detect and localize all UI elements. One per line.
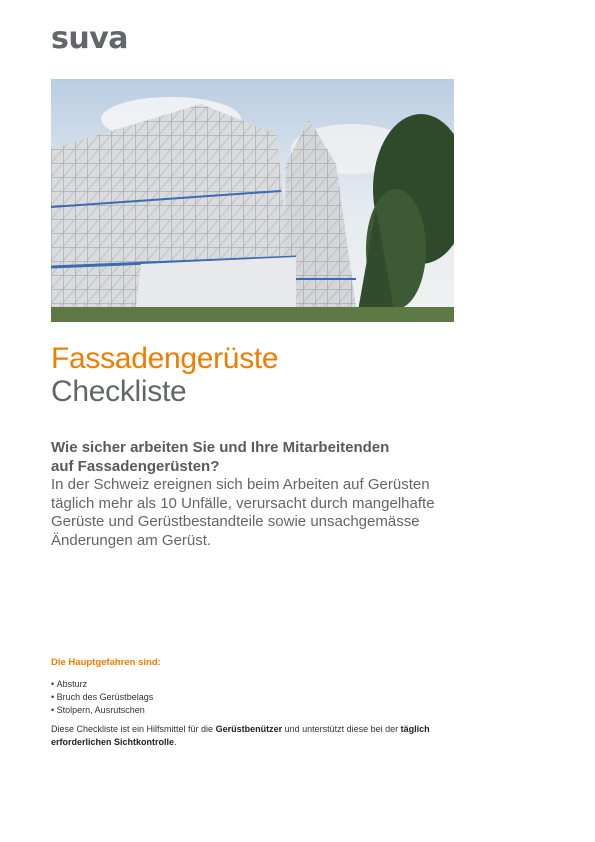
note-text-1: Diese Checkliste ist ein Hilfsmittel für die	[51, 724, 216, 734]
list-item: • Absturz	[51, 678, 153, 691]
scaffolding-church-photo-icon	[51, 79, 454, 322]
note-text-2: und unterstützt diese bei der	[282, 724, 401, 734]
intro-section	[51, 439, 471, 550]
title-line-1: Fassadengerüste	[51, 342, 279, 375]
intro-lead-line-1: Wie sicher arbeiten Sie und Ihre Mitarbeitenden	[51, 439, 390, 456]
checklist-note	[51, 723, 471, 749]
intro-lead	[51, 439, 471, 476]
list-item: • Stolpern, Ausrutschen	[51, 704, 153, 717]
note-bold-2: täglich erforderlichen Sichtkontrolle	[51, 724, 430, 747]
title-line-2: Checkliste	[51, 375, 187, 408]
note-bold-1: Gerüstbenützer	[215, 724, 283, 734]
intro-body: In der Schweiz ereignen sich beim Arbeiten auf Gerüsten täglich mehr als 10 Unfälle, verursacht durch mangelhafte Gerüste und Gerüstbestandteile sowie unsachgemässe Änderungen am Gerüst.	[51, 476, 435, 549]
header-photo	[51, 79, 454, 322]
hazards-list	[51, 678, 153, 717]
intro-lead-line-2: auf Fassadengerüsten?	[51, 457, 220, 475]
hazards-heading: Die Hauptgefahren sind:	[51, 657, 161, 668]
document-title	[51, 342, 278, 408]
list-item: • Bruch des Gerüstbelags	[51, 691, 153, 704]
note-text-3: .	[174, 737, 177, 747]
suva-logo: suva	[51, 21, 129, 56]
